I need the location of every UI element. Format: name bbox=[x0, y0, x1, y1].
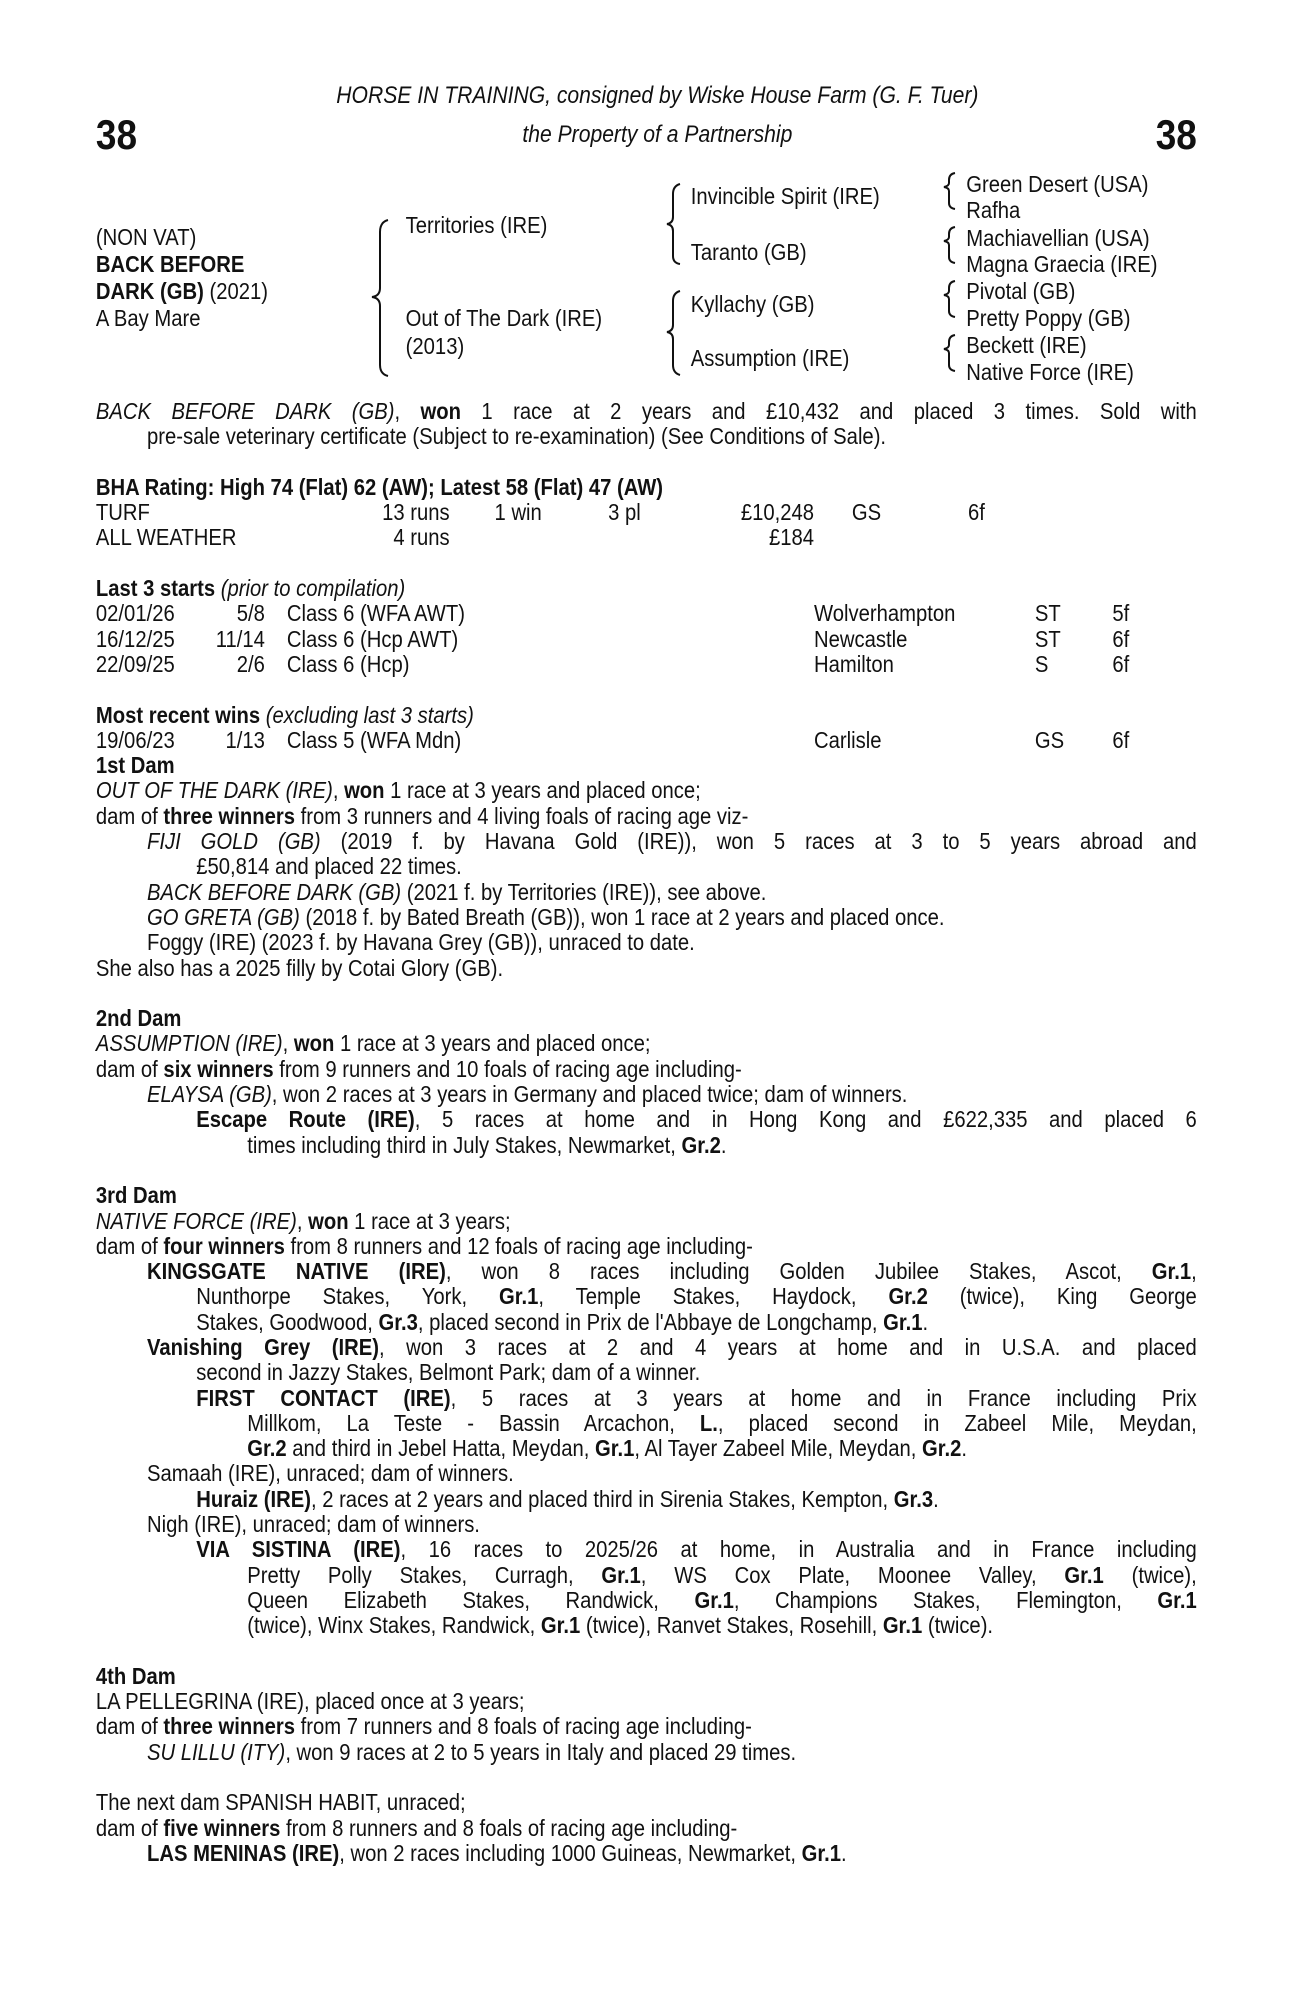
cell-dist: 6f bbox=[1112, 726, 1130, 753]
italic-text: OUT OF THE DARK (IRE) bbox=[95, 777, 333, 804]
text-run: , won 2 races at 3 years in Germany and placed twice; dam of winners. bbox=[271, 1081, 908, 1108]
bold-text: Gr.1 bbox=[601, 1562, 641, 1588]
italic-text: BACK BEFORE DARK (GB) bbox=[146, 878, 402, 905]
bold-text: Gr.1 bbox=[801, 1839, 842, 1866]
text-run: , bbox=[332, 777, 345, 804]
text-run: , won 3 races at 2 and 4 years at home and in U.S.A. and placed bbox=[378, 1334, 1197, 1360]
last-starts-section bbox=[96, 576, 1197, 677]
cell-class: Class 5 (WFA Mdn) bbox=[286, 726, 462, 753]
cell-dist: 5f bbox=[1112, 600, 1130, 627]
text-run: , 16 races to 2025/26 at home, in Australia and in France including bbox=[400, 1537, 1197, 1563]
text-run: , won 8 races including Golden Jubilee Stakes, Ascot, bbox=[445, 1259, 1152, 1285]
text-run: , placed second in Prix de l'Abbaye de Longchamp, bbox=[417, 1308, 884, 1335]
bold-text: five winners bbox=[163, 1814, 281, 1841]
bold-text: L. bbox=[699, 1410, 718, 1436]
text-run: , Temple Stakes, Haydock, bbox=[538, 1284, 889, 1310]
text-line bbox=[96, 1082, 1197, 1107]
text-line bbox=[96, 424, 1197, 449]
text-run: times including third in July Stakes, Newmarket, bbox=[247, 1131, 682, 1158]
cell-going: ST bbox=[1034, 600, 1061, 627]
text-run: , bbox=[282, 1030, 294, 1057]
sire: Territories (IRE) bbox=[405, 212, 548, 238]
recent-wins-section bbox=[96, 703, 1197, 754]
ancestor: Machiavellian (USA) bbox=[966, 225, 1150, 251]
text-run: She also has a 2025 filly by Cotai Glory (GB). bbox=[95, 954, 504, 981]
bold-text: won bbox=[293, 1030, 335, 1057]
text-run: second in Jazzy Stakes, Belmont Park; dam of a winner. bbox=[196, 1359, 701, 1386]
cell-venue: Hamilton bbox=[814, 650, 894, 677]
cell-going: S bbox=[1034, 650, 1049, 677]
bold-text: won bbox=[344, 777, 385, 804]
dam-section bbox=[96, 1006, 1197, 1158]
text-run: Stakes, Goodwood, bbox=[196, 1308, 379, 1335]
text-run: 1 race at 2 years and £10,432 and placed 3 times. Sold with bbox=[460, 399, 1197, 424]
bold-text: four winners bbox=[163, 1232, 285, 1259]
text-run: Nigh (IRE), unraced; dam of winners. bbox=[146, 1511, 480, 1538]
recent-wins-title: Most recent wins bbox=[95, 701, 261, 728]
cell-dist: 6f bbox=[1112, 650, 1130, 677]
text-run: 1 race at 3 years; bbox=[348, 1207, 511, 1234]
text-run: from 9 runners and 10 foals of racing age including- bbox=[273, 1055, 742, 1082]
text-run: 1 race at 3 years and placed once; bbox=[384, 777, 701, 804]
bold-text: Gr.1 bbox=[882, 1612, 923, 1639]
text-run: 1 race at 3 years and placed once; bbox=[334, 1030, 651, 1057]
cell-pos: 11/14 bbox=[215, 625, 265, 652]
cell-date: 16/12/25 bbox=[95, 625, 175, 652]
text-line bbox=[96, 1461, 1197, 1486]
italic-text: SU LILLU (ITY) bbox=[146, 1738, 286, 1765]
text-run: (twice). bbox=[922, 1612, 994, 1639]
sire-dam: Taranto (GB) bbox=[690, 239, 807, 265]
cell-going: GS bbox=[1034, 726, 1065, 753]
text-run: , bbox=[1191, 1259, 1197, 1285]
text-run: . bbox=[720, 1131, 727, 1158]
ancestor: Pivotal (GB) bbox=[966, 278, 1076, 304]
text-run: Nunthorpe Stakes, York, bbox=[196, 1284, 500, 1310]
dam-dam: Assumption (IRE) bbox=[690, 345, 850, 371]
cell-prize: £10,248 bbox=[740, 499, 814, 526]
italic-text: BACK BEFORE DARK (GB) bbox=[95, 399, 395, 424]
text-run: LA PELLEGRINA (IRE), placed once at 3 years; bbox=[95, 1688, 525, 1715]
cell-date: 02/01/26 bbox=[95, 600, 175, 627]
text-run: , WS Cox Plate, Moonee Valley, bbox=[640, 1562, 1065, 1588]
italic-text: ELAYSA (GB) bbox=[146, 1081, 272, 1108]
cell-venue: Wolverhampton bbox=[814, 600, 956, 627]
text-run: (twice), Ranvet Stakes, Rosehill, bbox=[580, 1612, 883, 1639]
vat-status: (NON VAT) bbox=[95, 224, 197, 250]
text-run: from 8 runners and 8 foals of racing age including- bbox=[280, 1814, 738, 1841]
text-run: , Champions Stakes, Flemington, bbox=[733, 1587, 1158, 1613]
ancestor: Rafha bbox=[966, 197, 1021, 223]
text-run: Millkom, La Teste - Bassin Arcachon, bbox=[247, 1410, 700, 1436]
text-line bbox=[96, 1386, 1197, 1411]
bold-text: three winners bbox=[163, 802, 296, 829]
text-run: pre-sale veterinary certificate (Subject to re-examination) (See Conditions of Sale). bbox=[146, 423, 887, 450]
cell-pos: 5/8 bbox=[236, 600, 265, 627]
last-starts-note: (prior to compilation) bbox=[215, 575, 406, 602]
text-run: , Al Tayer Zabeel Mile, Meydan, bbox=[634, 1435, 922, 1462]
bold-text: won bbox=[308, 1207, 349, 1234]
cell-placed: 3 pl bbox=[608, 499, 641, 526]
text-run: from 8 runners and 12 foals of racing age including- bbox=[284, 1232, 753, 1259]
text-run: Queen Elizabeth Stakes, Randwick, bbox=[247, 1587, 695, 1613]
text-run: , 2 races at 2 years and placed third in Sirenia Stakes, Kempton, bbox=[310, 1485, 894, 1512]
bold-text: Escape Route (IRE) bbox=[196, 1107, 415, 1133]
bracket-sire bbox=[667, 184, 680, 264]
rating-title: BHA Rating: High 74 (Flat) 62 (AW); Latest 58 (Flat) 47 (AW) bbox=[95, 473, 664, 500]
bold-text: Gr.1 bbox=[883, 1308, 923, 1335]
text-run: The next dam SPANISH HABIT, unraced; bbox=[95, 1789, 466, 1816]
cell-class: Class 6 (Hcp AWT) bbox=[286, 625, 459, 652]
bold-text: Gr.3 bbox=[893, 1485, 934, 1512]
text-run: (twice), bbox=[1103, 1562, 1197, 1588]
text-line bbox=[96, 1689, 1197, 1714]
cell-class: Class 6 (WFA AWT) bbox=[286, 600, 465, 627]
table-row bbox=[96, 728, 1197, 753]
text-line bbox=[96, 1031, 1197, 1056]
text-run: from 7 runners and 8 foals of racing age including- bbox=[295, 1713, 752, 1740]
cell-venue: Newcastle bbox=[814, 625, 908, 652]
dam: Out of The Dark (IRE) bbox=[405, 305, 603, 331]
rating-section bbox=[96, 475, 1197, 551]
horse-name: BACK BEFORE bbox=[95, 251, 245, 277]
text-line bbox=[96, 1259, 1197, 1284]
text-run: (twice), Winx Stakes, Randwick, bbox=[247, 1612, 541, 1639]
dam-sire: Kyllachy (GB) bbox=[690, 291, 815, 317]
bold-text: Gr.1 bbox=[499, 1284, 539, 1310]
text-line bbox=[96, 1411, 1197, 1436]
cell-going: GS bbox=[851, 499, 882, 526]
text-line bbox=[96, 854, 1197, 879]
ancestor: Pretty Poppy (GB) bbox=[966, 305, 1131, 331]
italic-text: ASSUMPTION (IRE) bbox=[95, 1030, 283, 1057]
text-run: , placed second in Zabeel Mile, Meydan, bbox=[717, 1410, 1197, 1436]
text-line bbox=[96, 956, 1197, 981]
text-run: Samaah (IRE), unraced; dam of winners. bbox=[146, 1460, 514, 1487]
text-line bbox=[96, 905, 1197, 930]
dam-section bbox=[96, 753, 1197, 981]
dam-heading: 1st Dam bbox=[95, 752, 175, 779]
lot-number-right: 38 bbox=[1155, 111, 1197, 158]
table-row bbox=[96, 525, 1197, 550]
bracket-g3 bbox=[944, 227, 955, 263]
text-line bbox=[96, 1209, 1197, 1234]
text-line bbox=[96, 1816, 1197, 1841]
table-row bbox=[96, 627, 1197, 652]
cell-surface: TURF bbox=[95, 499, 150, 526]
bold-text: Vanishing Grey (IRE) bbox=[146, 1334, 379, 1360]
text-run: dam of bbox=[95, 1232, 164, 1259]
last-starts-title: Last 3 starts bbox=[95, 575, 216, 602]
cell-dist: 6f bbox=[968, 499, 985, 526]
text-run: from 3 runners and 4 living foals of racing age viz- bbox=[295, 802, 749, 829]
text-run: dam of bbox=[95, 802, 164, 829]
bold-text: Gr.2 bbox=[681, 1131, 721, 1158]
text-run: and third in Jebel Hatta, Meydan, bbox=[286, 1435, 595, 1462]
cell-runs: 4 runs bbox=[393, 524, 450, 551]
text-run: £50,814 and placed 22 times. bbox=[196, 853, 462, 880]
text-run: dam of bbox=[95, 1055, 164, 1082]
cell-pos: 1/13 bbox=[225, 726, 265, 753]
text-line bbox=[96, 1487, 1197, 1512]
text-line bbox=[96, 804, 1197, 829]
sire-sire: Invincible Spirit (IRE) bbox=[690, 183, 880, 209]
text-line bbox=[96, 1234, 1197, 1259]
text-line bbox=[96, 1563, 1197, 1588]
dam-section bbox=[96, 1790, 1197, 1866]
foaling-year: (2021) bbox=[203, 278, 268, 304]
bracket-main bbox=[372, 220, 388, 376]
dam-year: (2013) bbox=[405, 333, 465, 359]
text-run: , 5 races at 3 years at home and in France including Prix bbox=[450, 1385, 1197, 1411]
cell-prize: £184 bbox=[768, 524, 814, 551]
text-line bbox=[96, 1310, 1197, 1335]
pedigree-brackets bbox=[0, 0, 1315, 420]
cell-venue: Carlisle bbox=[814, 726, 882, 753]
bracket-dam bbox=[667, 291, 680, 375]
cell-pos: 2/6 bbox=[236, 650, 265, 677]
bold-text: three winners bbox=[163, 1713, 296, 1740]
page-body bbox=[96, 399, 1197, 1866]
table-row bbox=[96, 652, 1197, 677]
ancestor: Green Desert (USA) bbox=[966, 171, 1149, 197]
bold-text: six winners bbox=[163, 1055, 274, 1082]
table-row bbox=[96, 500, 1197, 525]
bold-text: LAS MENINAS (IRE) bbox=[146, 1839, 340, 1866]
text-line bbox=[96, 1360, 1197, 1385]
bold-text: won bbox=[420, 399, 461, 424]
horse-description: A Bay Mare bbox=[95, 305, 201, 331]
text-line bbox=[96, 778, 1197, 803]
text-line bbox=[96, 1107, 1197, 1132]
bold-text: FIRST CONTACT (IRE) bbox=[196, 1385, 451, 1411]
text-line bbox=[96, 1436, 1197, 1461]
text-line bbox=[96, 1537, 1197, 1562]
text-line bbox=[96, 1133, 1197, 1158]
bold-text: Gr.1 bbox=[694, 1587, 734, 1613]
dam-section bbox=[96, 1183, 1197, 1638]
bold-text: Gr.2 bbox=[247, 1435, 287, 1462]
bracket-g3 bbox=[944, 335, 955, 371]
bold-text: Gr.1 bbox=[1151, 1259, 1192, 1285]
text-line bbox=[96, 930, 1197, 955]
bold-text: VIA SISTINA (IRE) bbox=[196, 1537, 401, 1563]
text-run: (2018 f. by Bated Breath (GB)), won 1 race at 2 years and placed once. bbox=[299, 903, 945, 930]
text-run: Pretty Polly Stakes, Curragh, bbox=[247, 1562, 602, 1588]
text-line bbox=[96, 1740, 1197, 1765]
vendor-line: the Property of a Partnership bbox=[522, 121, 793, 148]
text-line bbox=[96, 1714, 1197, 1739]
text-line bbox=[96, 1057, 1197, 1082]
text-run: Foggy (IRE) (2023 f. by Havana Grey (GB)), unraced to date. bbox=[146, 929, 695, 956]
bold-text: Gr.3 bbox=[378, 1308, 418, 1335]
text-run: dam of bbox=[95, 1713, 164, 1740]
bold-text: Gr.1 bbox=[1157, 1587, 1197, 1613]
text-run: , bbox=[394, 399, 421, 424]
ancestor: Native Force (IRE) bbox=[966, 359, 1134, 385]
text-run: , won 2 races including 1000 Guineas, Newmarket, bbox=[339, 1839, 802, 1866]
text-line bbox=[96, 1335, 1197, 1360]
cell-surface: ALL WEATHER bbox=[95, 524, 237, 551]
text-line bbox=[96, 1841, 1197, 1866]
text-run: . bbox=[961, 1435, 967, 1462]
text-run: (2019 f. by Havana Gold (IRE)), won 5 races at 3 to 5 years abroad and bbox=[320, 829, 1197, 855]
recent-wins-note: (excluding last 3 starts) bbox=[260, 701, 474, 728]
lot-number-left: 38 bbox=[95, 111, 138, 158]
text-run: . bbox=[841, 1839, 847, 1866]
cell-wins: 1 win bbox=[494, 499, 542, 526]
bracket-g3 bbox=[944, 281, 955, 317]
ancestor: Beckett (IRE) bbox=[966, 332, 1087, 358]
text-line bbox=[96, 1284, 1197, 1309]
cell-date: 19/06/23 bbox=[95, 726, 175, 753]
bold-text: Gr.2 bbox=[921, 1435, 962, 1462]
bold-text: KINGSGATE NATIVE (IRE) bbox=[146, 1259, 446, 1285]
text-run: . bbox=[922, 1308, 929, 1335]
cell-going: ST bbox=[1034, 625, 1061, 652]
bold-text: Gr.1 bbox=[594, 1435, 635, 1462]
cell-class: Class 6 (Hcp) bbox=[286, 650, 410, 677]
lot-heading: HORSE IN TRAINING, consigned by Wiske House Farm (G. F. Tuer) bbox=[336, 82, 979, 109]
text-line bbox=[96, 1613, 1197, 1638]
text-line bbox=[96, 1512, 1197, 1537]
text-line bbox=[96, 1790, 1197, 1815]
cell-runs: 13 runs bbox=[382, 499, 450, 526]
dam-section bbox=[96, 1664, 1197, 1765]
cell-dist: 6f bbox=[1112, 625, 1130, 652]
italic-text: FIJI GOLD (GB) bbox=[146, 829, 321, 855]
bold-text: Huraiz (IRE) bbox=[196, 1485, 311, 1512]
text-run: (twice), King George bbox=[927, 1284, 1197, 1310]
text-run: , bbox=[296, 1207, 309, 1234]
bracket-g3 bbox=[944, 173, 955, 209]
cell-date: 22/09/25 bbox=[95, 650, 175, 677]
text-run: (2021 f. by Territories (IRE)), see above. bbox=[401, 878, 767, 905]
dam-heading: 4th Dam bbox=[95, 1662, 176, 1689]
bold-text: Gr.1 bbox=[1064, 1562, 1104, 1588]
dam-heading: 3rd Dam bbox=[95, 1182, 177, 1209]
italic-text: GO GRETA (GB) bbox=[146, 903, 300, 930]
text-line bbox=[96, 880, 1197, 905]
text-run: dam of bbox=[95, 1814, 164, 1841]
bold-text: Gr.2 bbox=[888, 1284, 928, 1310]
text-line bbox=[96, 829, 1197, 854]
italic-text: NATIVE FORCE (IRE) bbox=[95, 1207, 297, 1234]
ancestor: Magna Graecia (IRE) bbox=[966, 251, 1158, 277]
text-run: , 5 races at home and in Hong Kong and £622,335 and placed 6 bbox=[414, 1107, 1197, 1133]
table-row bbox=[96, 601, 1197, 626]
bold-text: Gr.1 bbox=[540, 1612, 581, 1639]
text-run: , won 9 races at 2 to 5 years in Italy and placed 29 times. bbox=[285, 1738, 797, 1765]
horse-name-cont: DARK (GB) bbox=[95, 278, 204, 304]
text-line bbox=[96, 1588, 1197, 1613]
text-run: . bbox=[933, 1485, 939, 1512]
dam-heading: 2nd Dam bbox=[95, 1005, 182, 1032]
